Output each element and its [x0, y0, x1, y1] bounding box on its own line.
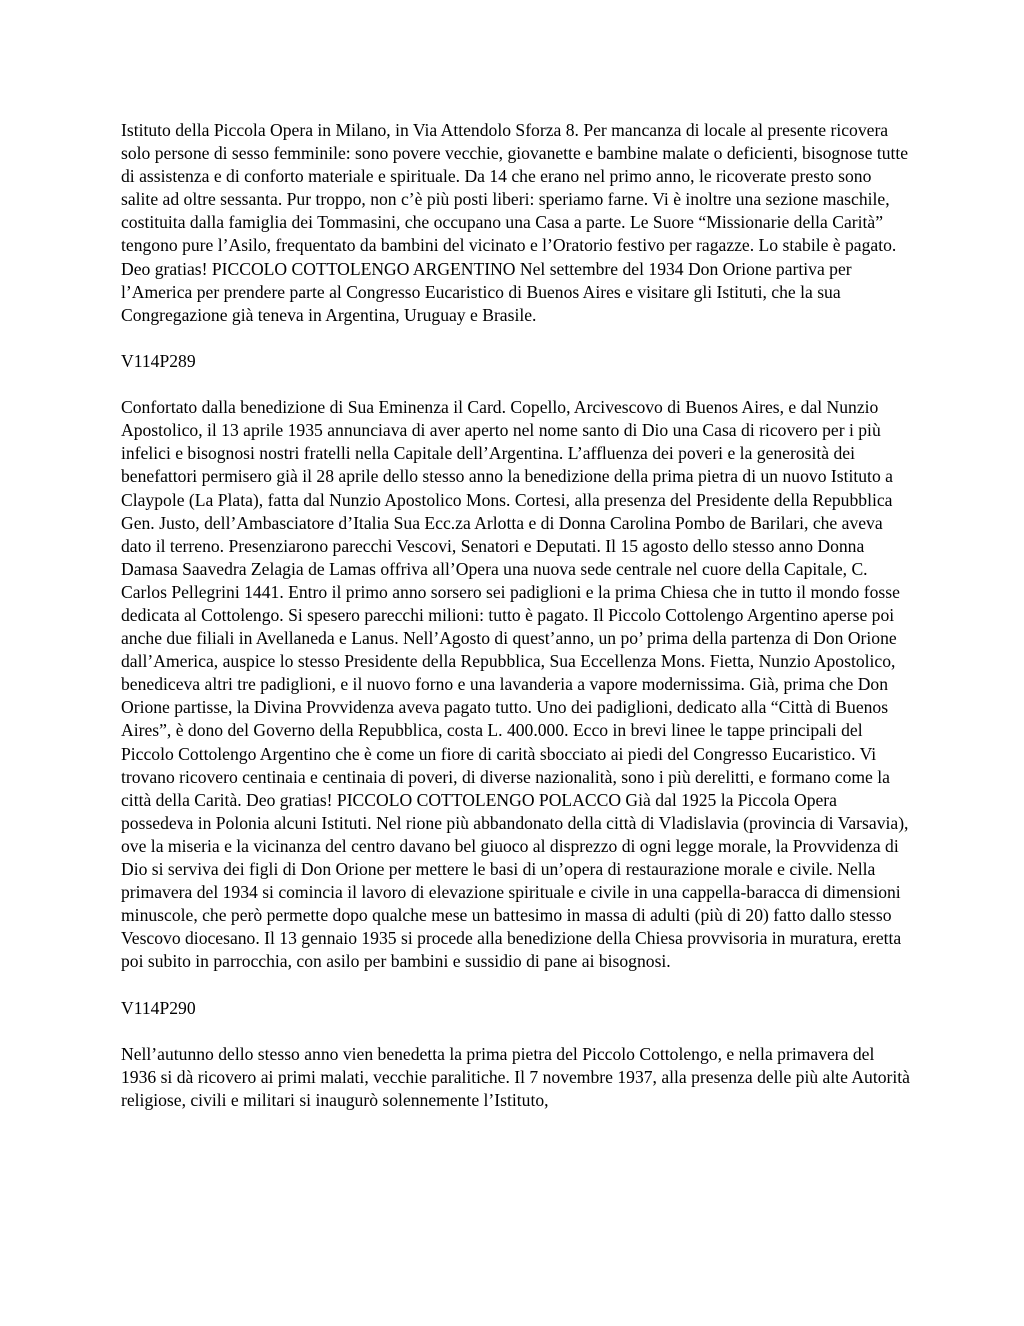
paragraph-argentine-cottolengo: Confortato dalla benedizione di Sua Eminenza il Card. Copello, Arcivescovo di Buenos Aires, e dal Nunzio Apostolico, il 13 aprile 1935 annunciava di aver aperto nel nome santo di Dio una Casa di ricovero per i più infelici e bisognosi nostri fratelli nella Capitale dell’Argentina. L’affluenza dei poveri e la generosità dei benefattori permisero già il 28 aprile dello stesso anno la benedizione della prima pietra di un nuovo Istituto a Claypole (La Plata), fatta dal Nunzio Apostolico Mons. Cortesi, alla presenza del Presidente della Repubblica Gen. Justo, dell’Ambasciatore d’Italia Sua Ecc.za Arlotta e di Donna Carolina Pombo de Barilari, che aveva dato il terreno. Presenziarono parecchi Vescovi, Senatori e Deputati. Il 15 agosto dello stesso anno Donna Damasa Saavedra Zelagia de Lamas offriva all’Opera una nuova sede centrale nel cuore della Capitale, C. Carlos Pellegrini 1441. Entro il primo anno sorsero sei padiglioni e la prima Chiesa che in tutto il mondo fosse dedicata al Cottolengo. Si spesero parecchi milioni: tutto è pagato. Il Piccolo Cottolengo Argentino aperse poi anche due filiali in Avellaneda e Lanus. Nell’Agosto di quest’anno, un po’ prima della partenza di Don Orione dall’America, auspice lo stesso Presidente della Repubblica, Sua Eccellenza Mons. Fietta, Nunzio Apostolico, benediceva altri tre padiglioni, e il nuovo forno e una lavanderia a vapore modernissima. Già, prima che Don Orione partisse, la Divina Provvidenza aveva pagato tutto. Uno dei padiglioni, dedicato alla “Città di Buenos Aires”, è dono del Governo della Repubblica, costa L. 400.000. Ecco in brevi linee le tappe principali del Piccolo Cottolengo Argentino che è come un fiore di carità sbocciato ai piedi del Congresso Eucaristico. Vi trovano ricovero centinaia e centinaia di poveri, di diverse nazionalità, sono i più derelitti, e formano come la città della Carità. Deo gratias! PICCOLO COTTOLENGO POLACCO Già dal 1925 la Piccola Opera possedeva in Polonia alcuni Istituti. Nel rione più abbandonato della città di Vladislavia (provincia di Varsavia), ove la miseria e la vicinanza del centro davano bel giuoco al disprezzo di ogni legge morale, la Provvidenza di Dio si serviva dei figli di Don Orione per mettere le basi di un’opera di restaurazione morale e civile. Nella primavera del 1934 si comincia il lavoro di elevazione spirituale e civile in una cappella-baracca di dimensioni minuscole, che però permette dopo qualche mese un battesimo in massa di adulti (più di 20) fatto dallo stesso Vescovo diocesano. Il 13 gennaio 1935 si procede alla benedizione della Chiesa provvisoria in muratura, eretta poi subito in parrocchia, con asilo per bambini e sussidio di pane ai bisognosi. — [121, 397, 909, 972]
paragraph-spacer — [121, 373, 911, 396]
page-marker: V114P289 — [121, 350, 196, 371]
document-page — [121, 119, 911, 1112]
paragraph-spacer — [121, 327, 911, 350]
paragraph-spacer — [121, 973, 911, 996]
paragraph-polish-cottolengo: Nell’autunno dello stesso anno vien benedetta la prima pietra del Piccolo Cottolengo, e nella primavera del 1936 si dà ricovero ai primi malati, vecchie paralitiche. Il 7 novembre 1937, alla presenza delle più alte Autorità religiose, civili e militari si inaugurò solennemente l’Istituto, — [121, 1043, 910, 1110]
paragraph-milano-institute: Istituto della Piccola Opera in Milano, in Via Attendolo Sforza 8. Per mancanza di locale al presente ricovera solo persone di sesso femminile: sono povere vecchie, giovanette e bambine malate o deficienti, bisognose tutte di assistenza e di conforto materiale e spirituale. Da 14 che erano nel primo anno, le ricoverate presto sono salite ad oltre sessanta. Pur troppo, non c’è più posti liberi: speriamo farne. Vi è inoltre una sezione maschile, costituita dalla famiglia dei Tommasini, che occupano una Casa a parte. Le Suore “Missionarie della Carità” tengono pure l’Asilo, frequentato da bambini del vicinato e l’Oratorio festivo per ragazze. Lo stabile è pagato. Deo gratias! PICCOLO COTTOLENGO ARGENTINO Nel settembre del 1934 Don Orione partiva per l’America per prendere parte al Congresso Eucaristico di Buenos Aires e visitare gli Istituti, che la sua Congregazione già teneva in Argentina, Uruguay e Brasile. — [121, 120, 909, 325]
page-marker: V114P290 — [121, 997, 196, 1018]
paragraph-spacer — [121, 1020, 911, 1043]
